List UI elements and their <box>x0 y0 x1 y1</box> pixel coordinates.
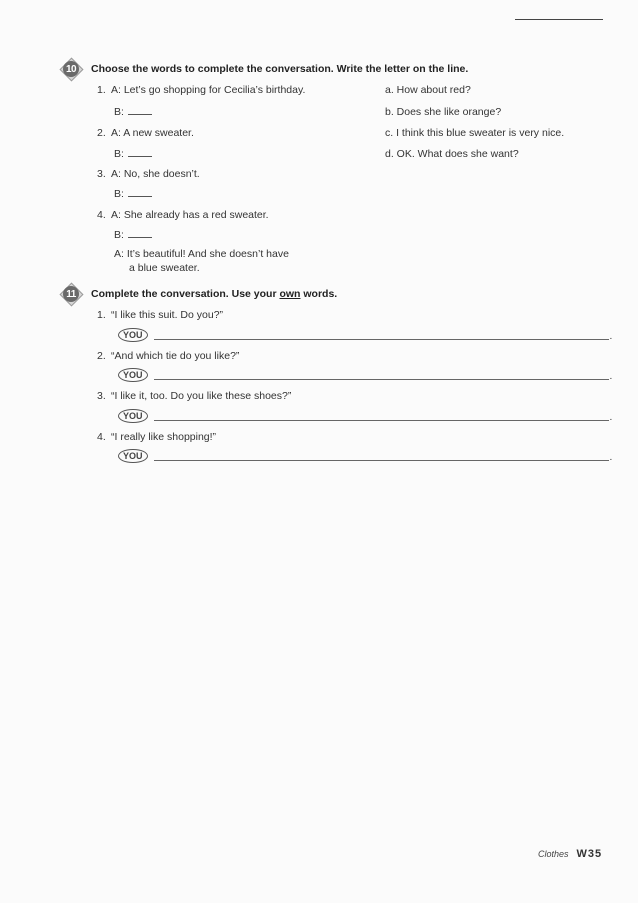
ex10-item-1-b: B: <box>114 106 152 118</box>
choice-a: a. How about red? <box>385 84 471 96</box>
ex10-item-4-c-cont: a blue sweater. <box>129 262 200 274</box>
ex11-item-4-prompt: 4. “I really like shopping!” <box>97 431 217 443</box>
exercise-10-header <box>60 58 468 80</box>
ex11-item-2-prompt: 2. “And which tie do you like?” <box>97 350 240 362</box>
you-label: YOU <box>118 328 148 342</box>
you-label: YOU <box>118 449 148 463</box>
ex10-item-1-a: 1. A: Let’s go shopping for Cecilia’s birthday. <box>97 84 306 96</box>
ex11-item-1-prompt: 1. “I like this suit. Do you?” <box>97 309 224 321</box>
you-label: YOU <box>118 409 148 423</box>
exercise-10-instructions: Choose the words to complete the conversation. Write the letter on the line. <box>91 63 469 75</box>
ex10-item-4-c: A: It’s beautiful! And she doesn’t have <box>114 248 289 260</box>
answer-blank[interactable] <box>128 148 152 157</box>
exercise-11-badge: 11 <box>60 283 82 305</box>
answer-line[interactable] <box>154 460 609 461</box>
ex10-item-3-a: 3. A: No, she doesn’t. <box>97 168 200 180</box>
ex10-item-4-a: 4. A: She already has a red sweater. <box>97 209 269 221</box>
ex11-item-2-answer: YOU . <box>118 368 612 382</box>
ex11-item-3-answer: YOU . <box>118 409 612 423</box>
top-rule <box>515 19 603 20</box>
ex10-item-4-b: B: <box>114 229 152 241</box>
ex10-item-2-b: B: <box>114 148 152 160</box>
exercise-11-header <box>60 283 337 305</box>
choice-b: b. Does she like orange? <box>385 106 502 118</box>
choice-d: d. OK. What does she want? <box>385 148 519 160</box>
ex10-item-3-b: B: <box>114 188 152 200</box>
section-name: Clothes <box>538 849 569 859</box>
ex11-item-4-answer: YOU . <box>118 449 612 463</box>
ex10-item-2-a: 2. A: A new sweater. <box>97 127 194 139</box>
ex11-item-3-prompt: 3. “I like it, too. Do you like these shoes?” <box>97 390 292 402</box>
exercise-10-badge: 10 <box>60 58 82 80</box>
choice-c: c. I think this blue sweater is very nice. <box>385 127 565 139</box>
you-label: YOU <box>118 368 148 382</box>
answer-blank[interactable] <box>128 106 152 115</box>
answer-line[interactable] <box>154 420 609 421</box>
page-footer <box>538 848 602 860</box>
answer-blank[interactable] <box>128 188 152 197</box>
exercise-11-instructions: Complete the conversation. Use your own words. <box>91 288 338 300</box>
page-number: W35 <box>576 848 603 860</box>
answer-line[interactable] <box>154 379 609 380</box>
answer-blank[interactable] <box>128 229 152 238</box>
answer-line[interactable] <box>154 339 609 340</box>
ex11-item-1-answer: YOU . <box>118 328 612 342</box>
